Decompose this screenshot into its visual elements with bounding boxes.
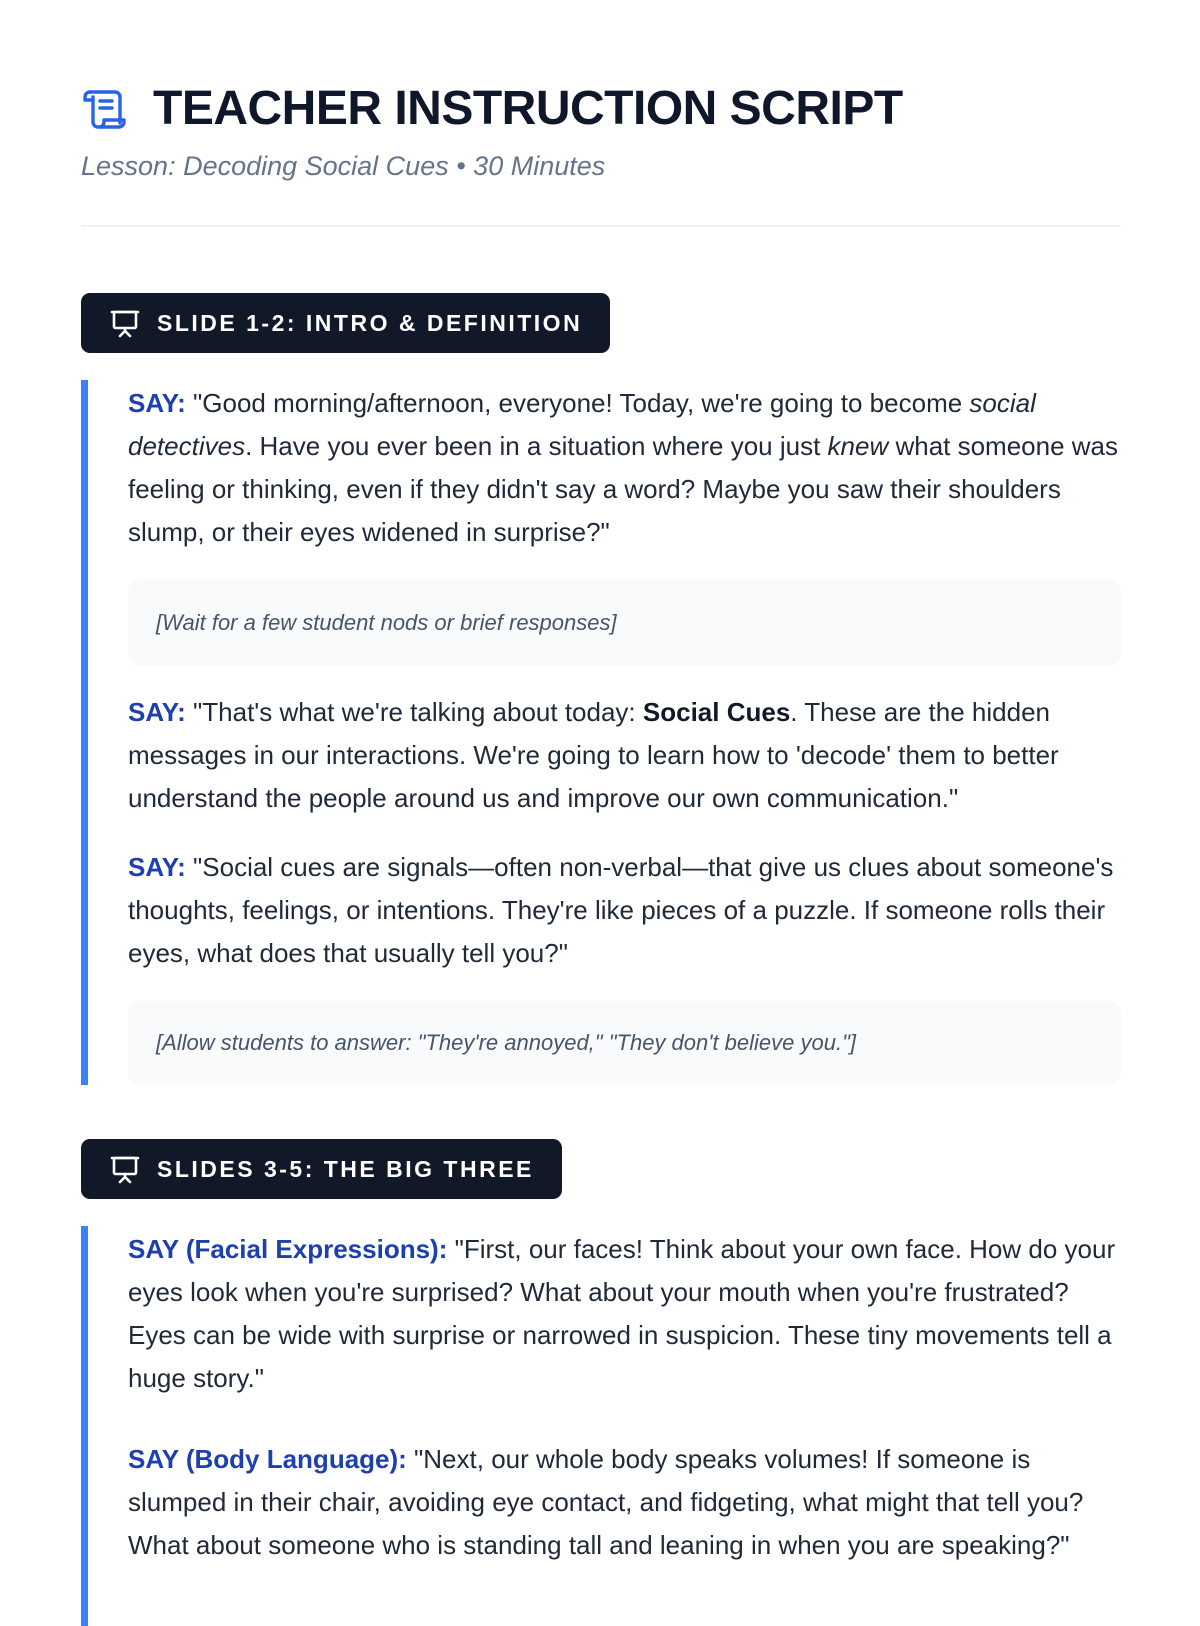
say-paragraph [128,691,1121,820]
say-text: what someone was feeling or thinking, even if they didn't say a word? Maybe you saw their shoulders slump, or their eyes widened in surprise?" [128,431,1119,547]
say-text: "That's what we're talking about today: [185,697,643,727]
say-label: SAY (Body Language): [128,1444,407,1474]
header-divider [81,225,1121,227]
section-heading-label: SLIDES 3-5: THE BIG THREE [157,1155,534,1182]
say-emphasis: social detectives [128,388,1036,461]
presentation-icon [109,307,141,339]
scroll-icon [81,83,133,135]
say-strong: Social Cues [642,697,791,727]
page-subtitle: Lesson: Decoding Social Cues • 30 Minutes [81,151,606,181]
presentation-icon [109,1153,141,1185]
say-label: SAY (Facial Expressions): [128,1234,448,1264]
say-text: "Good morning/afternoon, everyone! Today, we're going to become [185,388,970,418]
say-label: SAY: [128,852,186,882]
section-intro-definition [81,293,1121,1085]
section-heading-label: SLIDE 1-2: INTRO & DEFINITION [157,309,583,336]
teacher-note: [Allow students to answer: "They're annoyed," "They don't believe you."] [128,1001,1121,1085]
teacher-note: [Wait for a few student nods or brief responses] [128,580,1121,666]
say-text: . These are the hidden messages in our interactions. We're going to learn how to 'decode' them to better understand the people around us and improve our own communication." [128,697,1059,813]
script-block [81,1226,1121,1626]
title-row [81,80,1121,138]
section-heading-pill [81,293,610,353]
page-title: TEACHER INSTRUCTION SCRIPT [153,82,903,135]
page-header [81,0,1121,227]
say-paragraph [128,380,1121,554]
section-heading-pill [81,1139,562,1199]
say-paragraph [128,1226,1121,1400]
say-text: . Have you ever been in a situation where you just [245,431,828,461]
say-emphasis: knew [827,431,889,461]
say-label: SAY: [128,388,186,418]
section-big-three [81,1139,1121,1626]
script-block [81,380,1121,1085]
say-text: "First, our faces! Think about your own face. How do your eyes look when you're surprised? What about your mouth when you're frustrated? Eyes can be wide with surprise or narrowed in suspicion. These tiny movements tell a huge story." [128,1234,1116,1393]
say-label: SAY: [128,697,186,727]
teacher-script-page [81,0,1121,1626]
say-text: "Social cues are signals—often non-verbal—that give us clues about someone's thoughts, feelings, or intentions. They're like pieces of a puzzle. If someone rolls their eyes, what does that usually tell you?" [128,852,1114,968]
say-paragraph [128,846,1121,975]
say-paragraph [128,1438,1121,1567]
say-text: "Next, our whole body speaks volumes! If someone is slumped in their chair, avoiding eye contact, and fidgeting, what might that tell you? What about someone who is standing tall and leaning in when you are speaking?" [128,1444,1084,1560]
